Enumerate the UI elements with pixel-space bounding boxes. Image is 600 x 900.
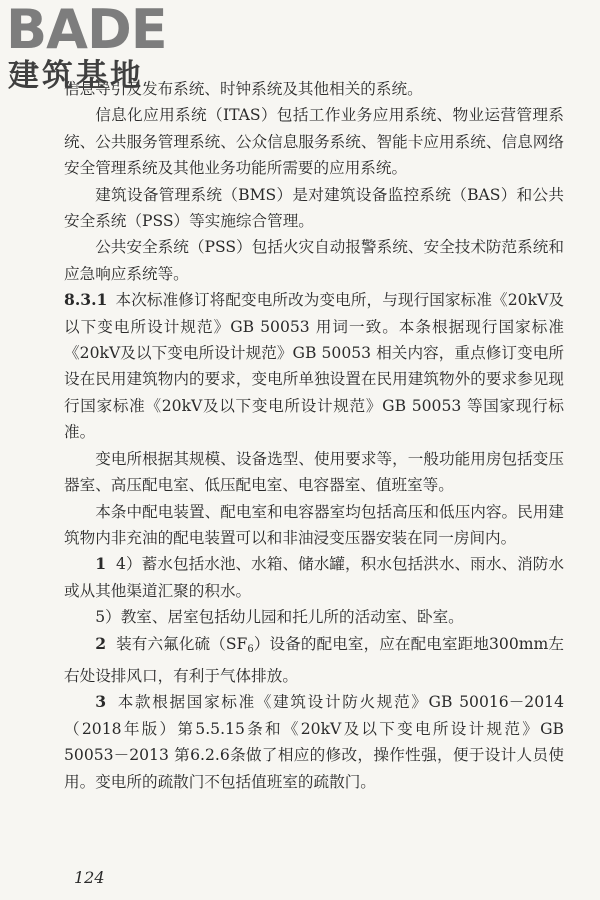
logo-subtext: 建筑基地 — [8, 58, 144, 94]
section-number: 8.3.1 — [64, 290, 108, 310]
paragraph-text: 本款根据国家标准《建筑设计防火规范》GB 50016－2014（2018年版）第5.5.15条和《20kV及以下变电所设计规范》GB 50053－2013 第6.2.6条做了相应的修改，操作性强，便于设计人员使用。变电所的疏散门不包括值班室的疏散门。 — [64, 693, 564, 791]
item-paragraph — [64, 551, 564, 604]
paragraph: 公共安全系统（PSS）包括火灾自动报警系统、安全技术防范系统和应急响应系统等。 — [64, 238, 564, 283]
paragraph-text: 装有六氟化硫（SF — [116, 634, 248, 653]
logo-text: BADE — [6, 0, 167, 61]
page-number: 124 — [74, 868, 105, 887]
paragraph: 信息导引及发布系统、时钟系统及其他相关的系统。 — [64, 80, 423, 98]
paragraph: 5）教室、居室包括幼儿园和托儿所的活动室、卧室。 — [95, 608, 464, 627]
item-paragraph — [64, 689, 564, 795]
item-number: 2 — [95, 633, 107, 653]
subscript: 6 — [247, 643, 254, 655]
body-text — [64, 76, 564, 795]
paragraph: 信息化应用系统（ITAS）包括工作业务应用系统、物业运营管理系统、公共服务管理系统、公众信息服务系统、智能卡应用系统、信息网络安全管理系统及其他业务功能所需要的应用系统。 — [64, 106, 564, 178]
paragraph: 建筑设备管理系统（BMS）是对建筑设备监控系统（BAS）和公共安全系统（PSS）等实施综合管理。 — [64, 185, 564, 231]
section-paragraph — [64, 287, 564, 445]
watermark-logo — [6, 0, 186, 96]
item-number: 3 — [95, 692, 107, 712]
paragraph-text: 4）蓄水包括水池、水箱、储水罐，积水包括洪水、雨水、消防水或从其他渠道汇聚的积水。 — [64, 555, 564, 600]
paragraph-text: 本次标准修订将配变电所改为变电所，与现行国家标准《20kV及以下变电所设计规范》GB 50053 用词一致。本条根据现行国家标准《20kV及以下变电所设计规范》GB 50053 相关内容，重点修订变电所设在民用建筑物内的要求，变电所单独设置在民用建筑物外的要求参见现行国家标准《20kV及以下变电所设计规范》GB 50053 等国家现行标准。 — [64, 291, 564, 442]
paragraph: 本条中配电装置、配电室和电容器室均包括高压和低压内容。民用建筑物内非充油的配电装置可以和非油浸变压器安装在同一房间内。 — [64, 502, 564, 547]
paragraph: 变电所根据其规模、设备选型、使用要求等，一般功能用房包括变压器室、高压配电室、低压配电室、电容器室、值班室等。 — [64, 449, 564, 495]
item-number: 1 — [95, 554, 107, 574]
item-paragraph — [64, 631, 564, 690]
paragraph-text: ）设备的配电室，应在配电室距地300mm左右处设排风口，有利于气体排放。 — [64, 634, 564, 685]
